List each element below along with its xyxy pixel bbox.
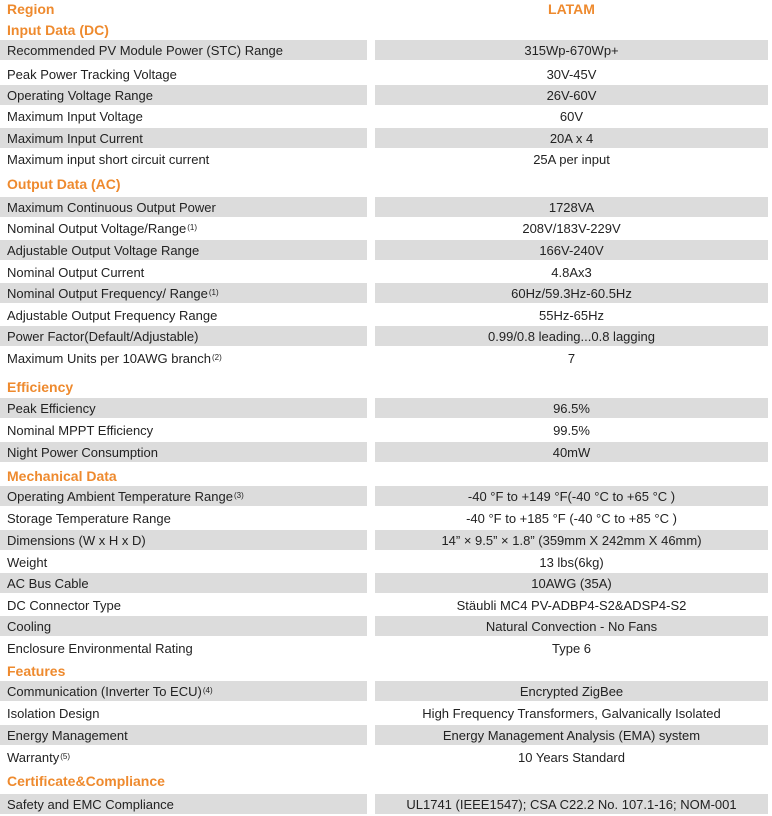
spec-value-text: Energy Management Analysis (EMA) system [442, 727, 701, 743]
spec-value [375, 595, 768, 615]
spec-label [0, 326, 367, 346]
spec-value-text: UL1741 (IEEE1547); CSA C22.2 No. 107.1-16; NOM-001 [406, 796, 737, 812]
spec-label-text: Adjustable Output Frequency Range [7, 307, 218, 323]
spec-label [0, 149, 367, 169]
spec-value-text: 99.5% [553, 422, 590, 438]
spec-value-text: 166V-240V [539, 242, 604, 258]
spec-label: Operating Ambient Temperature Range (3) [0, 486, 367, 506]
spec-value [375, 420, 768, 440]
spec-value [375, 725, 768, 745]
spec-label-text: Nominal Output Frequency/ Range [7, 285, 208, 301]
spec-value-text: Natural Convection - No Fans [485, 618, 658, 634]
section-title: Features [7, 663, 66, 679]
region-value: LATAM [548, 1, 595, 17]
spec-label: Communication (Inverter To ECU) (4) [0, 681, 367, 701]
spec-value-text: 26V-60V [546, 87, 597, 103]
spec-value [375, 218, 768, 238]
spec-label: Warranty (5) [7, 749, 71, 765]
spec-label [0, 530, 367, 550]
spec-label [0, 40, 367, 60]
spec-label-text: Dimensions (W x H x D) [7, 532, 146, 548]
spec-value [375, 305, 768, 325]
spec-value [375, 149, 768, 169]
spec-value-text: 20A x 4 [549, 130, 594, 146]
spec-value-text: 10AWG (35A) [531, 575, 612, 591]
region-label: Region [7, 1, 55, 17]
spec-value-text: 13 lbs(6kg) [539, 554, 604, 570]
spec-label [0, 305, 367, 325]
spec-label [0, 262, 367, 282]
spec-value-text: 1728VA [548, 199, 595, 215]
spec-value-text: -40 °F to +185 °F (-40 °C to +85 °C ) [466, 510, 677, 526]
spec-label-text: Power Factor(Default/Adjustable) [7, 328, 199, 344]
spec-label [0, 106, 367, 126]
spec-value [375, 552, 768, 572]
spec-label-text: Nominal Output Current [7, 264, 145, 280]
spec-value [375, 681, 768, 701]
spec-value-text: -40 °F to +149 °F(-40 °C to +65 °C ) [467, 488, 676, 504]
spec-value-text: 30V-45V [546, 66, 597, 82]
spec-value-text: 60Hz/59.3Hz-60.5Hz [511, 285, 632, 301]
spec-label-text: Maximum input short circuit current [7, 151, 210, 167]
region-header-row [0, 0, 772, 18]
spec-label [0, 442, 367, 462]
spec-value [375, 40, 768, 60]
spec-value-text: 25A per input [533, 151, 610, 167]
spec-value [375, 283, 768, 303]
spec-label-text: Maximum Input Current [7, 130, 143, 146]
spec-value [375, 326, 768, 346]
spec-label-text: Communication (Inverter To ECU) [7, 683, 202, 699]
spec-value [375, 106, 768, 126]
spec-label [0, 703, 367, 723]
spec-value [375, 616, 768, 636]
spec-label-text: Peak Power Tracking Voltage [7, 66, 177, 82]
spec-label-text: Isolation Design [7, 705, 100, 721]
spec-label: Nominal Output Voltage/Range (1) [7, 220, 198, 236]
spec-label [0, 240, 367, 260]
spec-label-text: Operating Voltage Range [7, 87, 153, 103]
spec-value [375, 262, 768, 282]
spec-label [0, 64, 367, 84]
spec-value-text: Encrypted ZigBee [519, 683, 624, 699]
spec-label [0, 725, 367, 745]
spec-label-text: Peak Efficiency [7, 400, 96, 416]
spec-value [375, 442, 768, 462]
spec-label [0, 508, 367, 528]
spec-label-text: Operating Ambient Temperature Range [7, 488, 233, 504]
spec-value [375, 703, 768, 723]
spec-value [375, 508, 768, 528]
spec-label-text: Safety and EMC Compliance [7, 796, 174, 812]
section-title: Efficiency [7, 379, 74, 395]
spec-value [375, 85, 768, 105]
spec-value-text: 4.8Ax3 [551, 264, 592, 280]
section-title: Mechanical Data [7, 468, 117, 484]
spec-label-text: Maximum Units per 10AWG branch [7, 350, 211, 366]
spec-label-text: Recommended PV Module Power (STC) Range [7, 42, 284, 58]
spec-label [0, 552, 367, 572]
spec-label-text: Maximum Continuous Output Power [7, 199, 216, 215]
spec-label [0, 595, 367, 615]
spec-value-text: 60V [559, 108, 584, 124]
spec-label-text: Energy Management [7, 727, 128, 743]
spec-value-text: 315Wp-670Wp+ [524, 42, 619, 58]
spec-label-text: Adjustable Output Voltage Range [7, 242, 200, 258]
spec-value-text: 0.99/0.8 leading...0.8 lagging [488, 328, 655, 344]
spec-label [0, 128, 367, 148]
spec-label-text: Warranty [7, 749, 60, 765]
spec-label [0, 573, 367, 593]
spec-label-text: Storage Temperature Range [7, 510, 171, 526]
spec-label-text: Nominal MPPT Efficiency [7, 422, 154, 438]
spec-label-text: Night Power Consumption [7, 444, 159, 460]
spec-value [375, 638, 768, 658]
spec-value [375, 530, 768, 550]
spec-label [0, 794, 367, 814]
spec-value-text: 14” × 9.5” × 1.8” (359mm X 242mm X 46mm) [441, 532, 702, 548]
spec-value [375, 398, 768, 418]
spec-label [0, 85, 367, 105]
spec-label-text: Maximum Input Voltage [7, 108, 143, 124]
spec-label-text: AC Bus Cable [7, 575, 89, 591]
spec-value [375, 747, 768, 767]
spec-value [375, 64, 768, 84]
section-title: Certificate&Compliance [7, 773, 165, 789]
spec-value-text: 7 [567, 350, 576, 366]
spec-label-text: DC Connector Type [7, 597, 121, 613]
spec-label [0, 638, 367, 658]
spec-value [375, 348, 768, 368]
spec-value-text: 208V/183V-229V [522, 220, 621, 236]
spec-value-text: Stäubli MC4 PV-ADBP4-S2&ADSP4-S2 [456, 597, 687, 613]
spec-value-text: 10 Years Standard [518, 749, 625, 765]
spec-label-text: Enclosure Environmental Rating [7, 640, 193, 656]
spec-value [375, 240, 768, 260]
spec-value [375, 197, 768, 217]
spec-label [0, 616, 367, 636]
spec-label-text: Nominal Output Voltage/Range [7, 220, 187, 236]
spec-value [375, 573, 768, 593]
section-title: Output Data (AC) [7, 176, 121, 192]
spec-label-text: Weight [7, 554, 48, 570]
spec-value-text: Type 6 [551, 640, 592, 656]
spec-value [375, 128, 768, 148]
spec-value [375, 486, 768, 506]
spec-value-text: High Frequency Transformers, Galvanically Isolated [422, 705, 721, 721]
spec-label [0, 420, 367, 440]
spec-label [0, 398, 367, 418]
spec-value-text: 55Hz-65Hz [538, 307, 605, 323]
spec-label [0, 197, 367, 217]
section-title: Input Data (DC) [7, 22, 109, 38]
spec-label-text: Cooling [7, 618, 52, 634]
spec-label: Nominal Output Frequency/ Range (1) [0, 283, 367, 303]
spec-value-text: 96.5% [553, 400, 590, 416]
spec-label: Maximum Units per 10AWG branch (2) [7, 350, 222, 366]
spec-value [375, 794, 768, 814]
spec-value-text: 40mW [552, 444, 591, 460]
